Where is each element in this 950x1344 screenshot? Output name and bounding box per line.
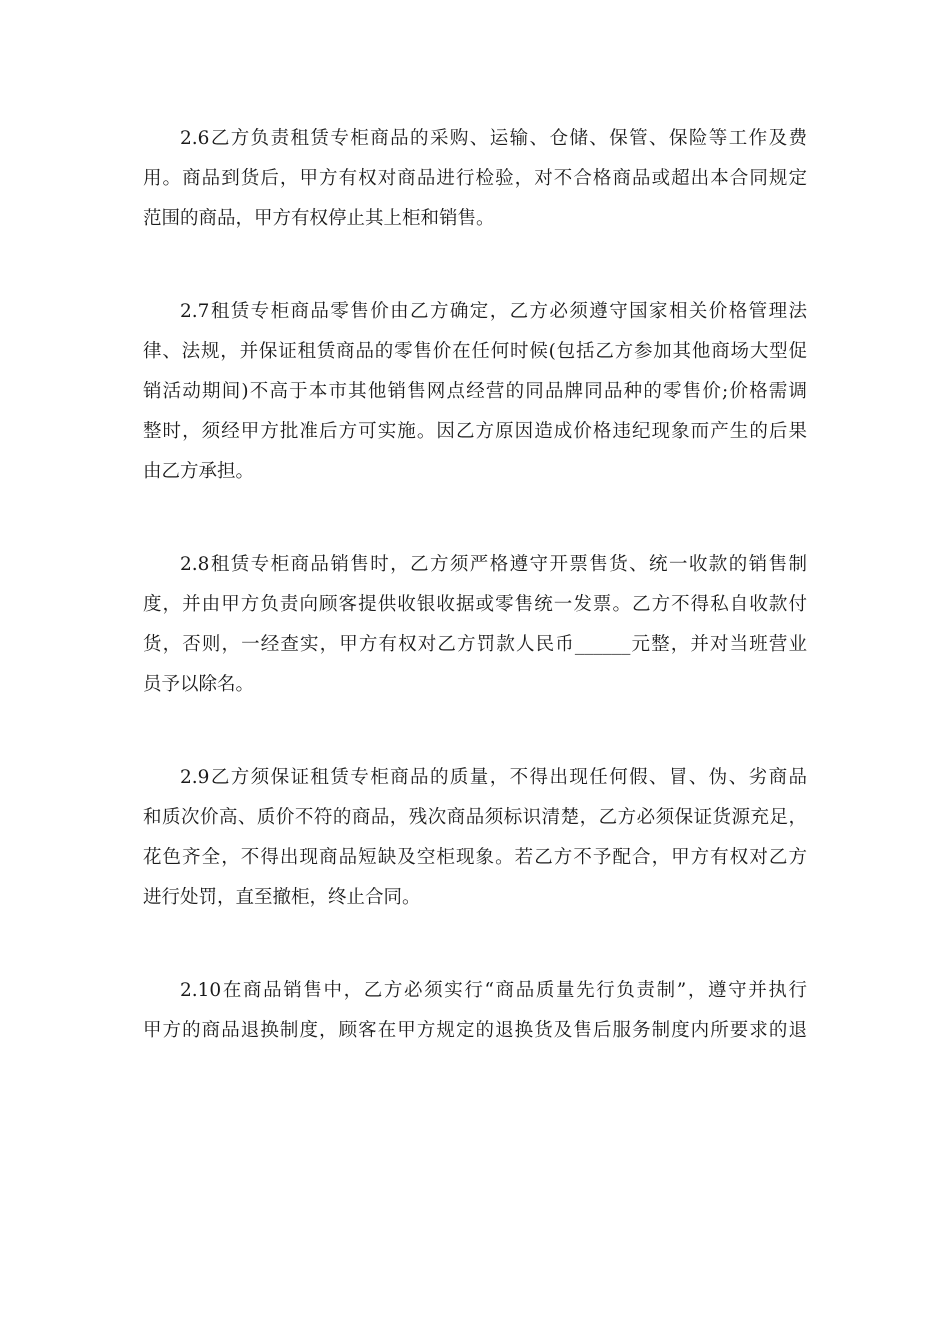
- text-line: 用。商品到货后，甲方有权对商品进行检验，对不合格商品或超出本合同规定: [143, 168, 807, 189]
- text-line: 甲方的商品退换制度，顾客在甲方规定的退换货及售后服务制度内所要求的退: [143, 1020, 807, 1041]
- text-line: 2.6乙方负责租赁专柜商品的采购、运输、仓储、保管、保险等工作及费: [180, 128, 807, 149]
- clause-2-7: [143, 292, 807, 492]
- clause-2-8: [143, 545, 807, 705]
- text-line: 2.9乙方须保证租赁专柜商品的质量，不得出现任何假、冒、伪、劣商品: [180, 767, 807, 788]
- clause-2-10: [143, 971, 807, 1051]
- text-line: 律、法规，并保证租赁商品的零售价在任何时候(包括乙方参加其他商场大型促: [143, 341, 807, 362]
- text-line: 2.10在商品销售中，乙方必须实行“商品质量先行负责制”，遵守并执行: [180, 980, 807, 1001]
- document-body: [143, 119, 807, 1104]
- clause-2-6: [143, 119, 807, 239]
- text-line: 范围的商品，甲方有权停止其上柜和销售。: [143, 208, 495, 229]
- text-line: 员予以除名。: [143, 674, 255, 695]
- clause-2-9: [143, 758, 807, 918]
- text-line: 度，并由甲方负责向顾客提供收银收据或零售统一发票。乙方不得私自收款付: [143, 594, 807, 615]
- text-line: 货，否则，一经查实，甲方有权对乙方罚款人民币______元整，并对当班营业: [143, 634, 807, 655]
- text-line: 整时，须经甲方批准后方可实施。因乙方原因造成价格违纪现象而产生的后果: [143, 421, 807, 442]
- text-line: 2.7租赁专柜商品零售价由乙方确定，乙方必须遵守国家相关价格管理法: [180, 301, 807, 322]
- text-line: 和质次价高、质价不符的商品，残次商品须标识清楚，乙方必须保证货源充足，: [143, 807, 807, 828]
- text-line: 花色齐全，不得出现商品短缺及空柜现象。若乙方不予配合，甲方有权对乙方: [143, 847, 807, 868]
- text-line: 销活动期间)不高于本市其他销售网点经营的同品牌同品种的零售价;价格需调: [143, 381, 807, 402]
- text-line: 由乙方承担。: [143, 461, 255, 482]
- text-line: 进行处罚，直至撤柜，终止合同。: [143, 887, 421, 908]
- text-line: 2.8租赁专柜商品销售时，乙方须严格遵守开票售货、统一收款的销售制: [180, 554, 807, 575]
